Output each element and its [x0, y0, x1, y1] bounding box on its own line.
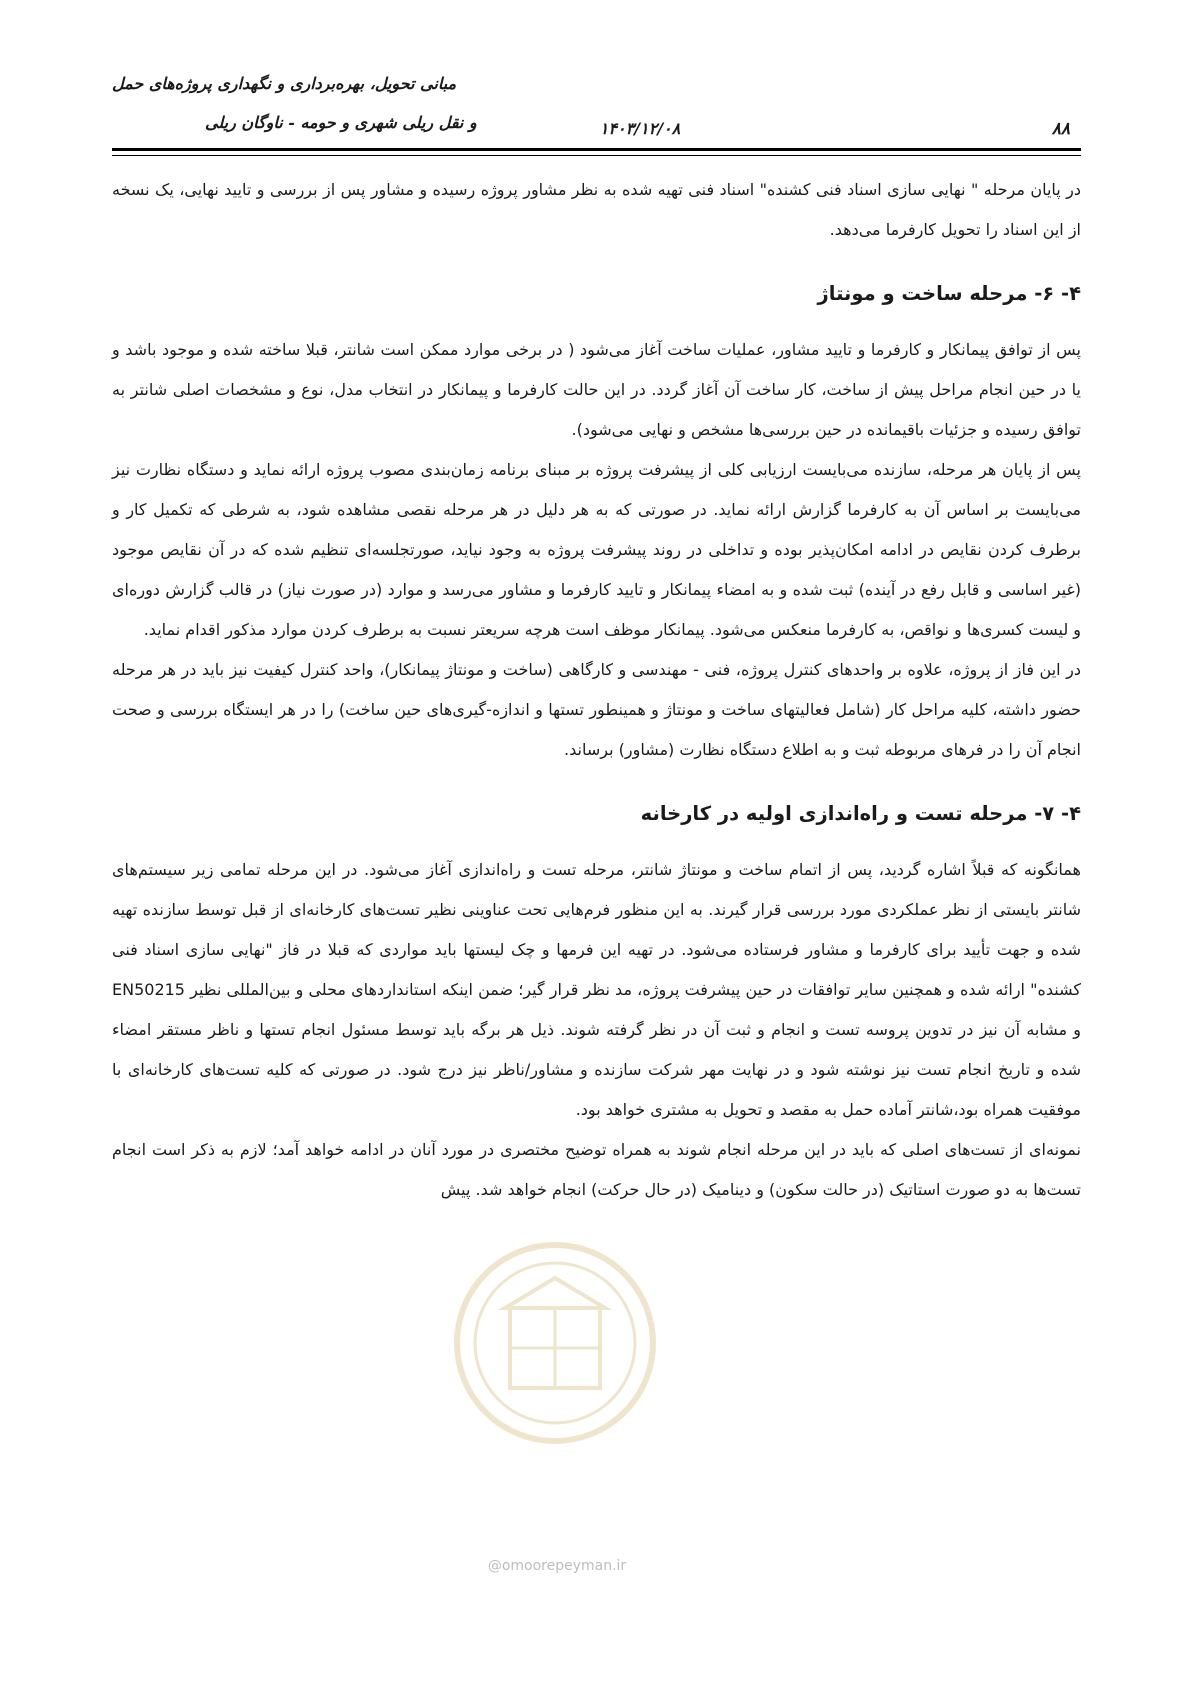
- page-body: [112, 170, 1081, 1210]
- section-heading-4-7: ۴- ۷- مرحله تست و راه‌اندازی اولیه در کارخانه: [640, 802, 1081, 825]
- section-4-7-paragraph-2: نمونه‌ای از تست‌های اصلی که باید در این مرحله انجام شوند به همراه توضیح مختصری در مورد آنان در ادامه خواهد آمد؛ لازم به ذکر است انجام تست‌ها به دو صورت استاتیک (در حالت سکون) و دینامیک (در حال حرکت) انجام خواهد شد. پیش: [112, 1140, 1081, 1199]
- section-4-6-paragraph-3: در این فاز از پروژه، علاوه بر واحدهای کنترل پروژه، فنی - مهندسی و کارگاهی (ساخت و مونتاژ پیمانکار)، واحد کنترل کیفیت نیز باید در هر مرحله حضور داشته، کلیه مراحل کار (شامل فعالیتهای ساخت و مونتاژ و همینطور تستها و اندازه-گیری‌های حین ساخت) را در هر ایستگاه بررسی و صحت انجام آن را در فرهای مربوطه ثبت و به اطلاع دستگاه نظارت (مشاور) برساند.: [112, 660, 1081, 759]
- header-book-title-line1: مبانی تحویل، بهره‌برداری و نگهداری پروژه‌های حمل: [112, 74, 457, 93]
- header-divider-thick: [112, 148, 1081, 151]
- section-heading-4-6: ۴- ۶- مرحله ساخت و مونتاژ: [817, 282, 1081, 305]
- section-4-6-paragraph-1: پس از توافق پیمانکار و کارفرما و تایید مشاور، عملیات ساخت آغاز می‌شود ( در برخی موارد ممکن است شانتر، قبلا ساخته شده و موجود باشد و یا در حین انجام مراحل پیش از ساخت، کار ساخت آن آغاز گردد. در این حالت کارفرما و پیمانکار در انتخاب مدل، نوع و مشخصات اصلی شانتر به توافق رسیده و جزئیات باقیمانده در حین بررسی‌ها مشخص و نهایی می‌شود).: [112, 340, 1081, 439]
- page-number: ۸۸: [1051, 119, 1070, 139]
- watermark-seal-icon: [450, 1238, 660, 1448]
- header-book-title-line2: و نقل ریلی شهری و حومه - ناوگان ریلی: [205, 113, 477, 132]
- section-4-7-paragraph-1: همانگونه که قبلاً اشاره گردید، پس از اتمام ساخت و مونتاژ شانتر، مرحله تست و راه‌اندازی آغاز می‌شود. در این مرحله تمامی زیر سیستم‌های شانتر بایستی از نظر عملکردی مورد بررسی قرار گیرند. به این منظور فرم‌هایی تحت عناوینی نظیر تست‌های کارخانه‌ای از قبل توسط سازنده تهیه شده و جهت تأیید برای کارفرما و مشاور فرستاده می‌شود. در تهیه این فرمها و چک لیستها باید مواردی که قبلا در فاز "نهایی سازی اسناد فنی کشنده" ارائه شده و همچنین سایر توافقات در حین پیشرفت پروژه، مد نظر قرار گیر؛ ضمن اینکه استانداردهای محلی و بین‌المللی نظیر EN50215 و مشابه آن نیز در تدوین پروسه تست و انجام و ثبت آن در نظر گرفته شوند. ذیل هر برگه باید توسط مسئول انجام تستها و ناظر مستقر امضاء شده و تاریخ انجام تست نیز نوشته شود و در نهایت مهر شرکت سازنده و مشاور/ناظر نیز درج شود. در صورتی که کلیه تست‌های کارخانه‌ای با موفقیت همراه بود،شانتر آماده حمل به مقصد و تحویل به مشتری خواهد بود.: [112, 860, 1081, 1119]
- intro-paragraph: در پایان مرحله " نهایی سازی اسناد فنی کشنده" اسناد فنی تهیه شده به نظر مشاور پروژه رسیده و مشاور پس از بررسی و تایید نهایی، یک نسخه از این اسناد را تحویل کارفرما می‌دهد.: [112, 180, 1081, 239]
- watermark-url: @omoorepeyman.ir: [487, 1558, 627, 1574]
- section-4-6-paragraph-2: پس از پایان هر مرحله، سازنده می‌بایست ارزیابی کلی از پیشرفت پروژه بر مبنای برنامه زمان‌بندی مصوب پروژه ارائه نماید و دستگاه نظارت نیز می‌بایست بر اساس آن به کارفرما گزارش ارائه نماید. در صورتی که به هر دلیل در هر مرحله نقصی مشاهده شود، به شرطی که تکمیل کار و برطرف کردن نقایص در ادامه امکان‌پذیر بوده و تداخلی در روند پیشرفت پروژه به وجود نیاید، صورتجلسه‌ای تنظیم شده که در آن نقایص موجود (غیر اساسی و قابل رفع در آینده) ثبت شده و به امضاء پیمانکار و تایید کارفرما و مشاور می‌رسد و موارد (در صورت نیاز) در قالب گزارش دوره‌ای و لیست کسری‌ها و نواقص، به کارفرما منعکس می‌شود. پیمانکار موظف است هرچه سریعتر نسبت به برطرف کردن موارد مذکور اقدام نماید.: [112, 460, 1081, 639]
- header-date: ۱۴۰۳/۱۲/۰۸: [599, 119, 681, 138]
- header-divider-thin: [112, 155, 1081, 156]
